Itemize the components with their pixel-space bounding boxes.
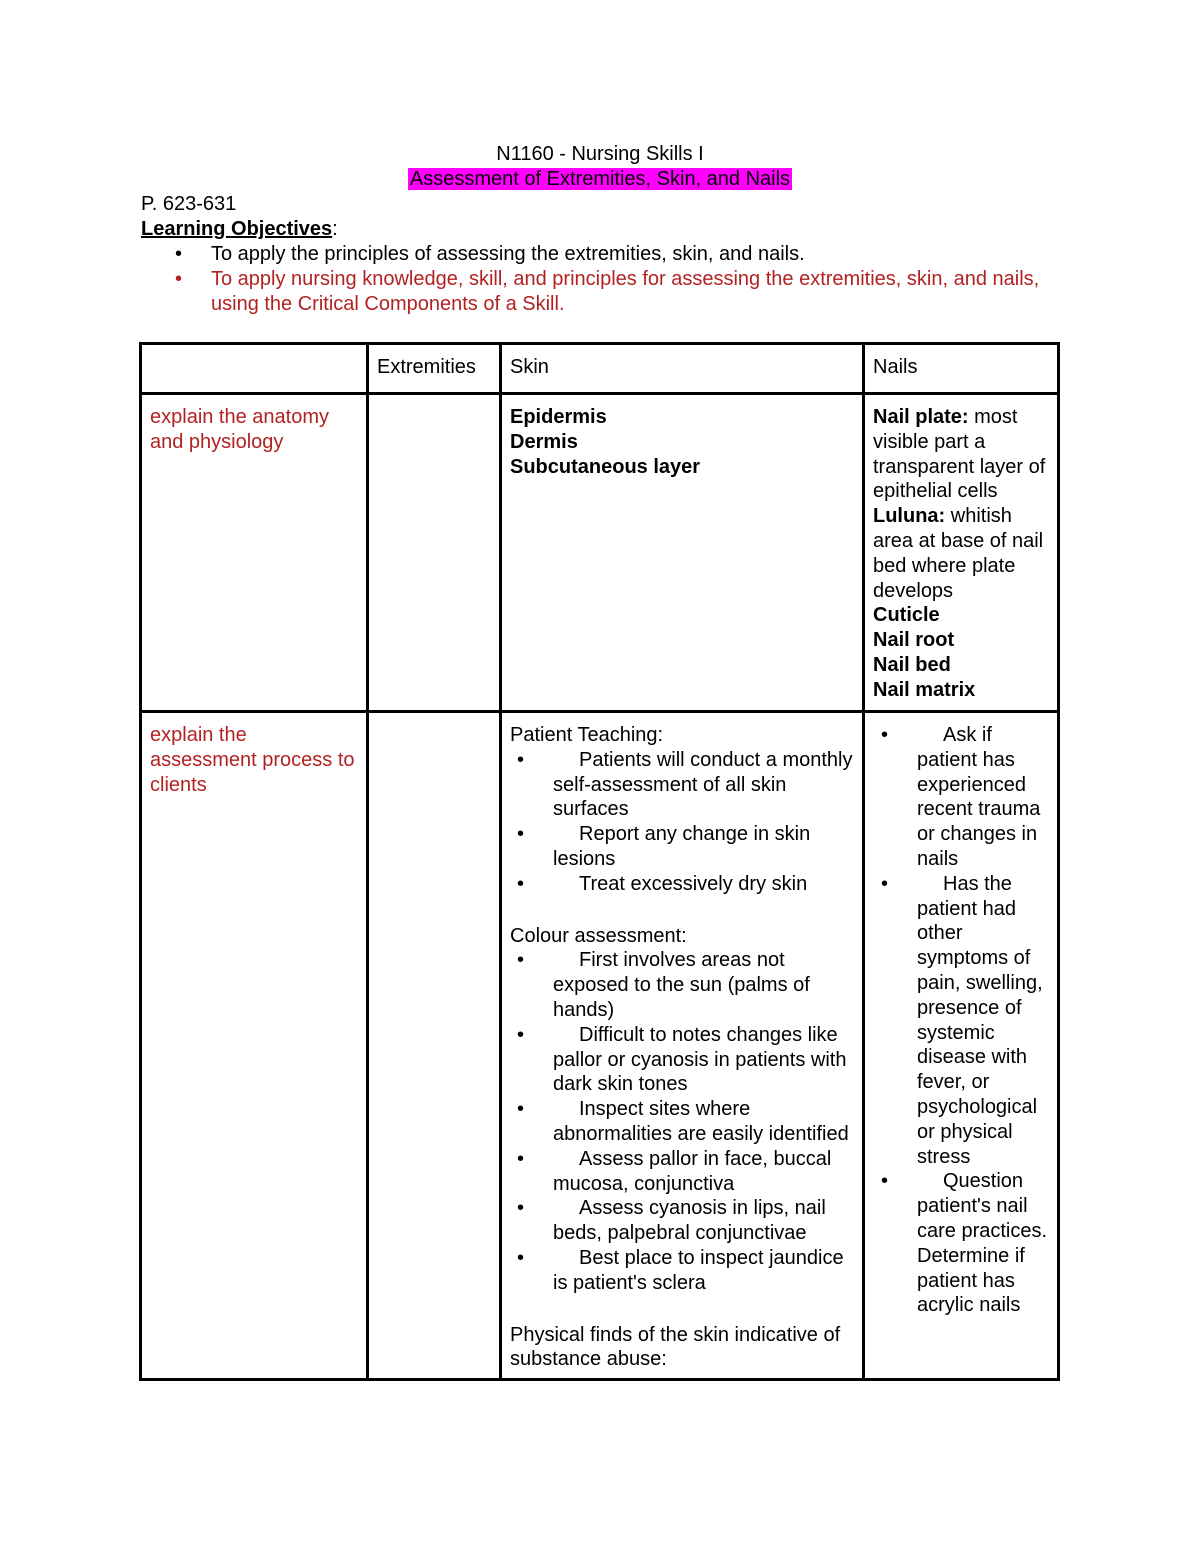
header-cell-skin: Skin [501, 344, 864, 394]
assessment-table [139, 342, 1060, 1381]
list-item: • Ask if patient has experienced recent trauma or changes in nails [881, 724, 1041, 870]
bullet-icon: • [517, 1197, 525, 1220]
course-title: N1160 - Nursing Skills I [496, 143, 704, 165]
bullet-icon: • [517, 1147, 525, 1170]
header-cell-nails: Nails [864, 344, 1059, 394]
bullet-icon: • [517, 949, 525, 972]
nail-part: Nail matrix [873, 678, 976, 701]
skin-layer: Subcutaneous layer [510, 455, 701, 478]
bullet-icon: • [517, 1098, 525, 1121]
colour-assessment-heading: Colour assessment: [510, 924, 687, 947]
bullet-icon: • [881, 724, 889, 746]
bullet-icon: • [175, 243, 183, 265]
table-row-anatomy [141, 394, 1059, 712]
nail-part: Cuticle [873, 604, 940, 627]
nails-cell-assessment [864, 712, 1059, 1380]
bullet-icon: • [881, 1170, 889, 1193]
list-item: • Difficult to notes changes like pallor or cyanosis in patients with dark skin tones [517, 1023, 847, 1096]
list-item: • Question patient's nail care practices. Determine if patient has acrylic nails [881, 1170, 1048, 1317]
bullet-icon: • [517, 823, 525, 846]
skin-cell-assessment [501, 712, 864, 1380]
header-cell-empty [141, 344, 368, 394]
extremities-cell-anatomy [368, 394, 501, 712]
objective-item: • To apply the principles of assessing the extremities, skin, and nails. [175, 243, 805, 265]
bullet-icon: • [517, 1023, 525, 1046]
physical-finds-heading: Physical finds of the skin indicative of substance abuse: [510, 1323, 841, 1371]
learning-objectives-colon: : [332, 218, 338, 240]
header-cell-extremities: Extremities [368, 344, 501, 394]
skin-layer: Epidermis [510, 406, 607, 428]
subtitle-line [0, 167, 1200, 192]
list-item: • Inspect sites where abnormalities are easily identified [517, 1098, 849, 1145]
bullet-icon: • [175, 268, 183, 290]
bullet-icon: • [517, 1246, 525, 1269]
colour-assessment-list [510, 948, 854, 1295]
list-item: • Report any change in skin lesions [517, 823, 811, 870]
table-header-row [141, 344, 1059, 394]
list-item: • Assess pallor in face, buccal mucosa, conjunctiva [517, 1147, 832, 1195]
nail-part: Luluna: whitish area at base of nail bed where plate develops [873, 505, 1044, 602]
list-item: • Treat excessively dry skin [517, 872, 808, 895]
learning-objectives-heading [141, 217, 338, 242]
nail-part: Nail root [873, 629, 955, 652]
bullet-icon: • [881, 872, 889, 895]
nails-cell-anatomy [864, 394, 1059, 712]
list-item: • Assess cyanosis in lips, nail beds, palpebral conjunctivae [517, 1197, 826, 1245]
nail-part: Nail plate: most visible part a transparent layer of epithelial cells [873, 406, 1046, 503]
list-item: • Best place to inspect jaundice is patient's sclera [517, 1246, 844, 1294]
row-label-assessment: explain the assessment process to clients [141, 712, 368, 1380]
patient-teaching-heading: Patient Teaching: [510, 724, 664, 746]
skin-cell-anatomy [501, 394, 864, 712]
skin-layer: Dermis [510, 430, 578, 453]
list-item: • Has the patient had other symptoms of pain, swelling, presence of systemic disease with fever, or psychological or physical stress [881, 872, 1043, 1168]
bullet-icon: • [517, 872, 525, 895]
page-reference: P. 623-631 [141, 193, 237, 215]
nail-part: Nail bed [873, 653, 951, 676]
patient-teaching-list [510, 748, 854, 897]
objective-item: • To apply nursing knowledge, skill, and principles for assessing the extremities, skin, and nails, using the Critical Components of a Skill. [175, 268, 1040, 315]
list-item: • First involves areas not exposed to the sun (palms of hands) [517, 949, 810, 1021]
learning-objectives-label: Learning Objectives [141, 218, 333, 240]
nail-questions-list [873, 723, 1049, 1318]
document-subtitle: Assessment of Extremities, Skin, and Nails [409, 168, 791, 190]
extremities-cell-assessment [368, 712, 501, 1380]
bullet-icon: • [517, 748, 525, 771]
table-row-assessment [141, 712, 1059, 1380]
list-item: • Patients will conduct a monthly self-assessment of all skin surfaces [517, 748, 853, 821]
row-label-anatomy: explain the anatomy and physiology [141, 394, 368, 712]
objectives-list [141, 242, 1061, 317]
